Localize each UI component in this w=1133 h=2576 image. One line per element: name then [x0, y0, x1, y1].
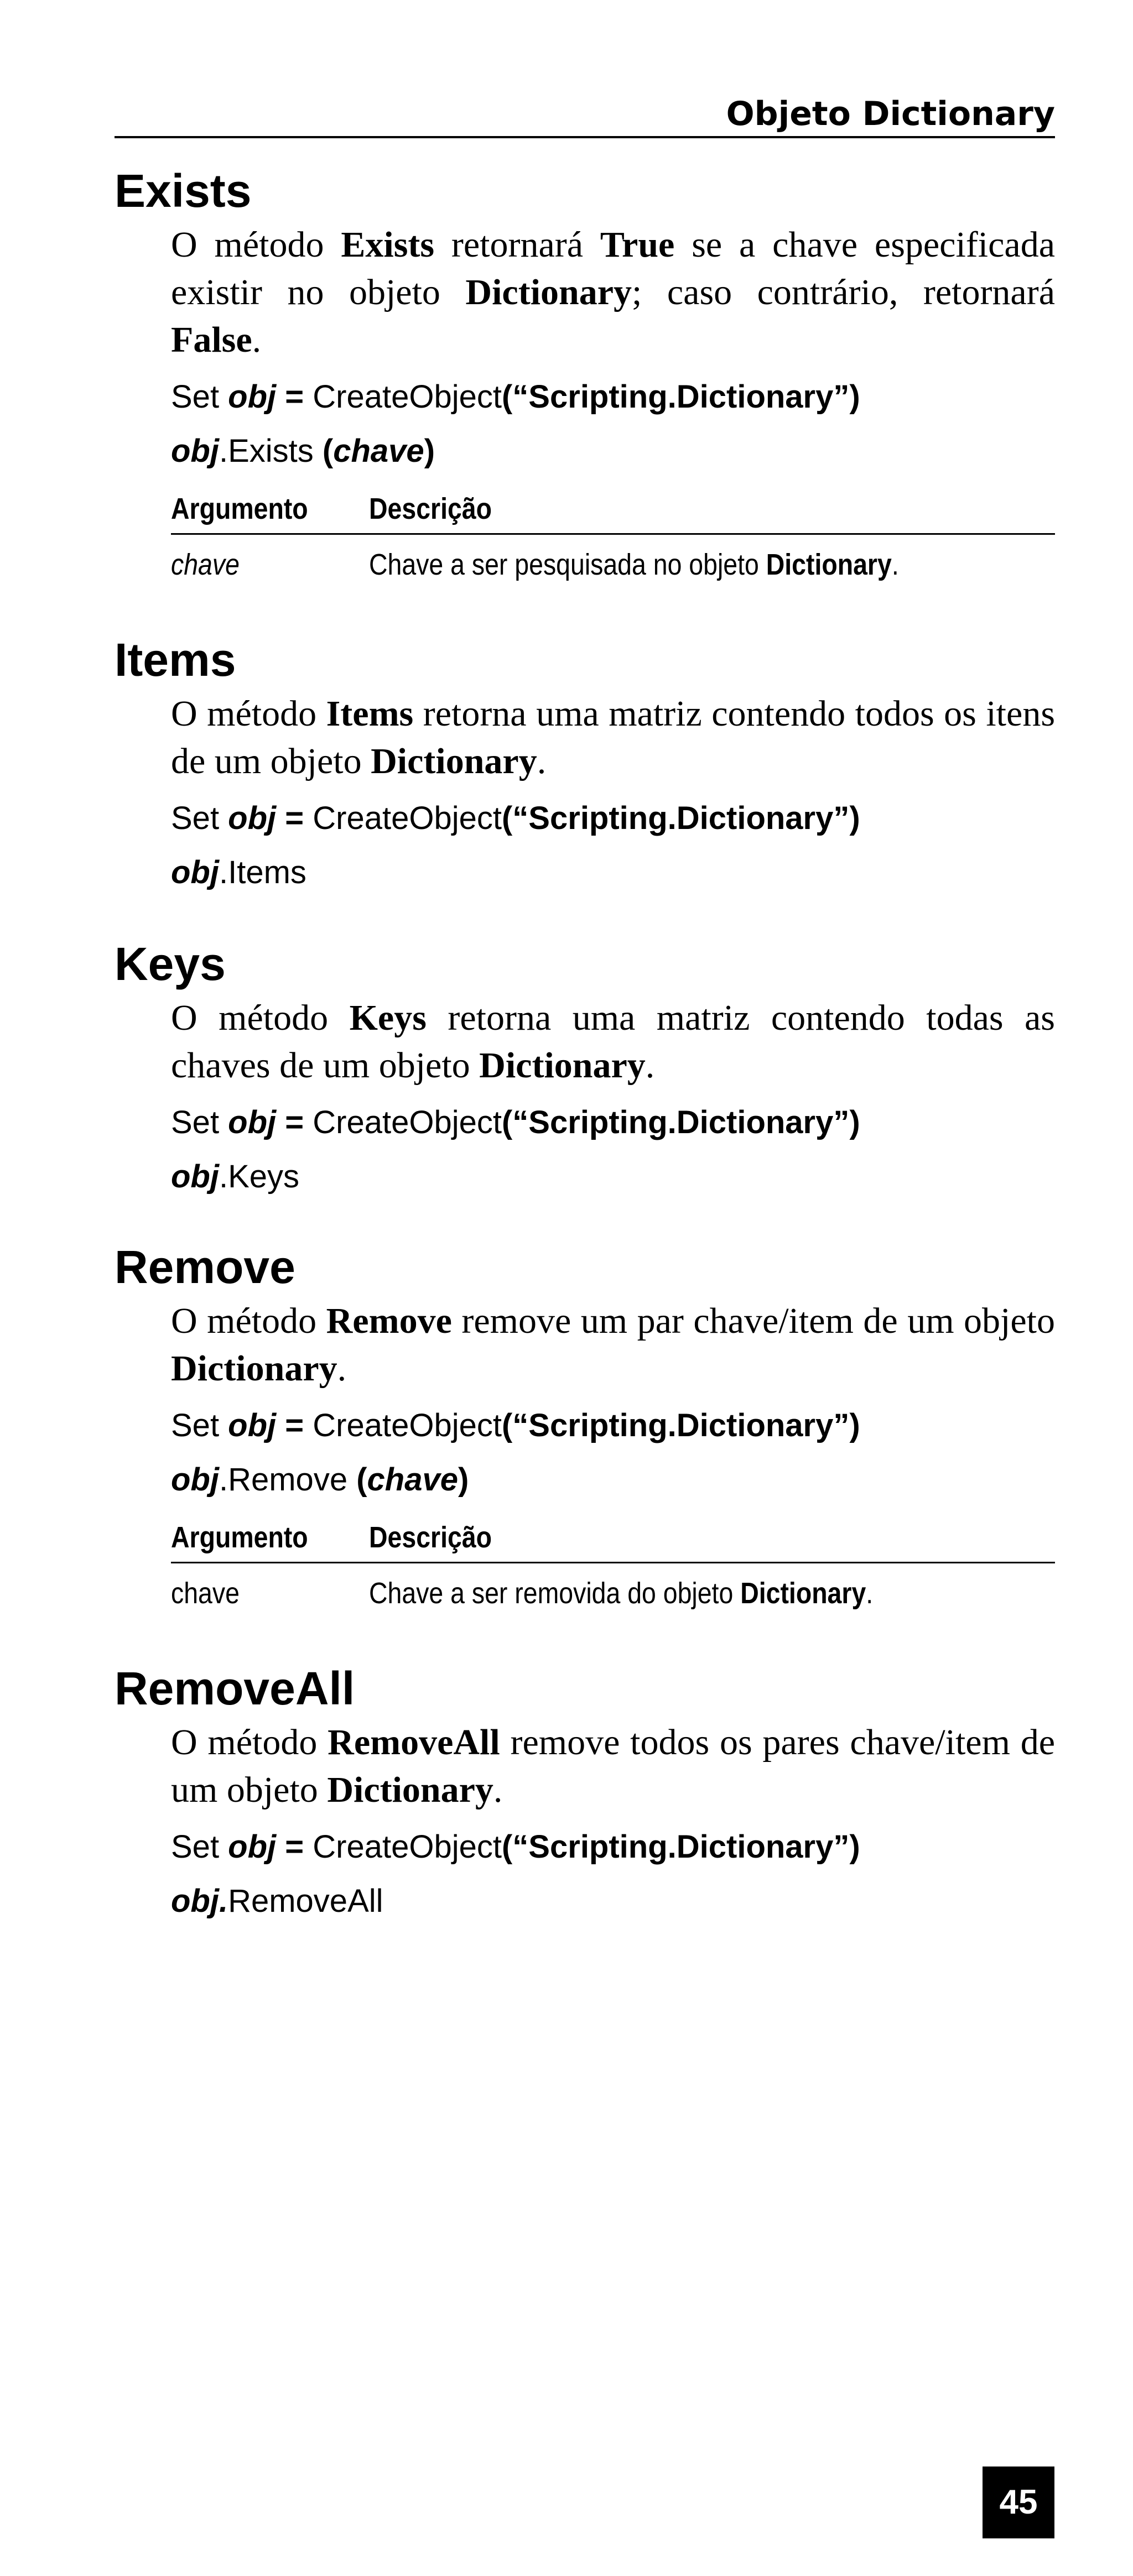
text-run: O método: [171, 1301, 326, 1341]
bold-text-run: Keys: [349, 998, 427, 1038]
section-body: [171, 690, 1055, 893]
bold-text-run: False: [171, 320, 252, 360]
table-header-row: [171, 484, 1055, 535]
section-description: [171, 221, 1055, 364]
section-title: Exists: [115, 165, 252, 217]
table-row: [171, 1563, 1055, 1623]
section-items: [115, 629, 1055, 893]
text-run: remove um par chave/item de um objeto: [451, 1301, 1055, 1341]
text-run: retorna uma matriz contendo todas as chaves de um objeto: [171, 998, 1055, 1086]
bold-text-run: Remove: [326, 1301, 452, 1341]
table-header-argumento: Argumento: [171, 492, 308, 525]
bold-text-run: RemoveAll: [328, 1722, 500, 1762]
argument-table: [171, 484, 1055, 595]
bold-text-run: Dictionary: [479, 1045, 646, 1086]
code-line-call: obj.Keys: [171, 1159, 300, 1195]
section-body: [171, 221, 1055, 595]
text-run: O método: [171, 998, 350, 1038]
section-body: [171, 1719, 1055, 1921]
table-cell-argument: chave: [171, 548, 240, 581]
code-line-call: obj.Remove (chave): [171, 1462, 469, 1498]
section-title: Items: [115, 634, 236, 686]
bold-text-run: Dictionary: [465, 272, 632, 312]
text-run: .: [337, 1348, 347, 1389]
bold-text-run: Exists: [341, 225, 435, 265]
code-line-create: Set obj = CreateObject(“Scripting.Dictionary”): [171, 1104, 860, 1140]
code-line-create: Set obj = CreateObject(“Scripting.Dictionary”): [171, 1829, 860, 1865]
text-run: .: [493, 1770, 503, 1810]
text-run: .: [252, 320, 262, 360]
section-remove: [115, 1237, 1055, 1623]
section-removeall: [115, 1658, 1055, 1921]
code-line-create: Set obj = CreateObject(“Scripting.Dictionary”): [171, 379, 860, 415]
section-keys: [115, 934, 1055, 1197]
table-header-argumento: Argumento: [171, 1521, 308, 1554]
section-title: Remove: [115, 1241, 295, 1293]
code-line-call: obj.RemoveAll: [171, 1883, 383, 1919]
code-line-call: obj.Items: [171, 854, 306, 890]
table-header-descricao: Descrição: [369, 1521, 492, 1554]
section-body: [171, 1297, 1055, 1623]
bold-text-run: Items: [326, 693, 414, 734]
section-title: RemoveAll: [115, 1662, 355, 1714]
text-run: O método: [171, 1722, 328, 1762]
code-line-create: Set obj = CreateObject(“Scripting.Dictionary”): [171, 1407, 860, 1443]
table-header-descricao: Descrição: [369, 492, 492, 525]
code-line-create: Set obj = CreateObject(“Scripting.Dictionary”): [171, 800, 860, 836]
text-run: ; caso contrário, retornará: [632, 272, 1055, 312]
section-description: [171, 1719, 1055, 1814]
text-run: O método: [171, 225, 341, 265]
running-header: Objeto Dictionary: [115, 93, 1055, 138]
section-description: [171, 994, 1055, 1089]
section-exists: [115, 160, 1055, 595]
table-cell-description: Chave a ser removida do objeto Dictionary.: [369, 1577, 874, 1610]
table-header-row: [171, 1513, 1055, 1563]
text-run: retornará: [434, 225, 600, 265]
argument-table: [171, 1513, 1055, 1623]
bold-text-run: Dictionary: [371, 741, 537, 781]
text-run: remove todos os pares chave/item de um objeto: [171, 1722, 1055, 1810]
page-number: 45: [983, 2467, 1054, 2538]
section-description: [171, 690, 1055, 785]
table-row: [171, 535, 1055, 595]
text-run: retorna uma matriz contendo todos os itens de um objeto: [171, 693, 1055, 781]
text-run: .: [645, 1045, 655, 1086]
table-cell-argument: chave: [171, 1577, 240, 1610]
section-description: [171, 1297, 1055, 1393]
text-run: .: [537, 741, 547, 781]
text-run: O método: [171, 693, 326, 734]
bold-text-run: Dictionary: [171, 1348, 337, 1389]
section-title: Keys: [115, 938, 226, 990]
text-run: se a chave especificada existir no objeto: [171, 225, 1055, 312]
code-line-call: obj.Exists (chave): [171, 433, 435, 469]
table-cell-description: Chave a ser pesquisada no objeto Dictionary.: [369, 548, 899, 581]
bold-text-run: Dictionary: [327, 1770, 493, 1810]
section-body: [171, 994, 1055, 1197]
bold-text-run: True: [600, 225, 675, 265]
